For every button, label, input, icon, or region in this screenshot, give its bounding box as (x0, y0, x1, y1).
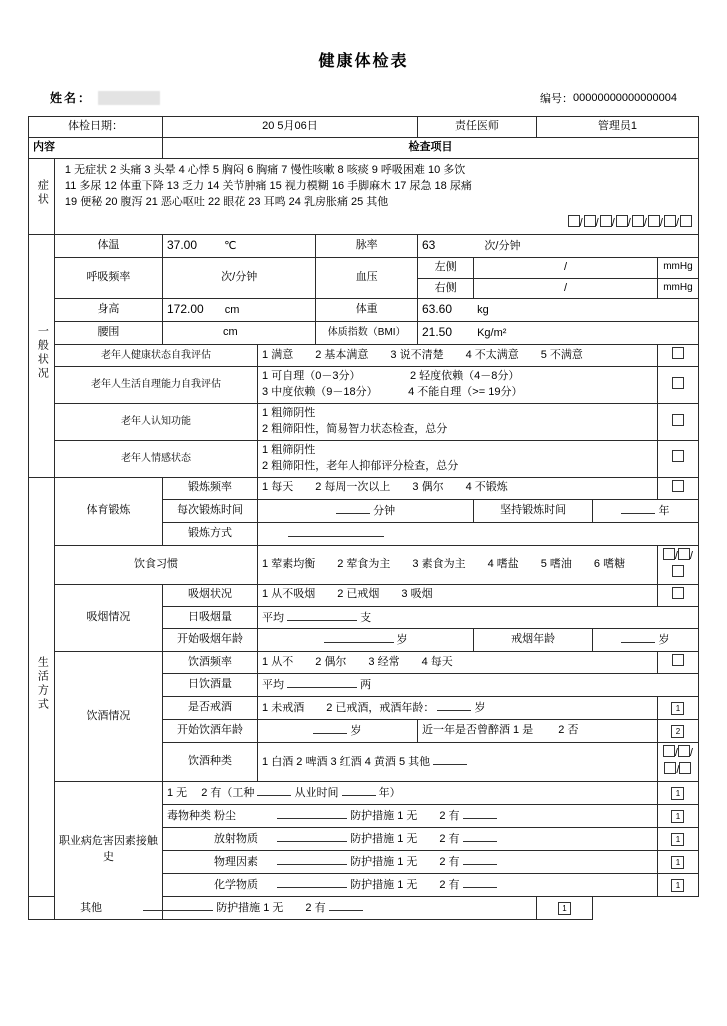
adl-options (258, 367, 658, 404)
occupational-chemical-cell (162, 873, 657, 896)
symptom-checkbox[interactable] (584, 215, 596, 227)
health-self-checkbox[interactable] (672, 347, 684, 359)
adl-line-1: 1 可自理（0－3分） 2 轻度依赖（4－8分） (262, 370, 520, 383)
symptom-checkbox[interactable] (648, 215, 660, 227)
exam-date-value: 20 5月06日 (162, 117, 417, 138)
health-self-row (29, 345, 699, 367)
health-self-checkbox-cell[interactable] (657, 345, 698, 367)
diet-options: 1 荤素均衡 2 荤食为主 3 素食为主 4 嗜盐 5 嗜油 6 嗜糖 (258, 545, 658, 584)
drinking-quit-value-box[interactable]: 1 (671, 702, 684, 715)
smoking-daily-cell[interactable] (258, 606, 699, 629)
content-header-row (29, 137, 699, 158)
occupational-other-name: 其他 (80, 901, 103, 914)
bp-right-label: 右侧 (417, 278, 473, 299)
weight-value: 63.60 (421, 302, 453, 317)
occupational-chemical-box-cell[interactable] (657, 873, 698, 896)
poison-type-label: 毒物种类 (166, 809, 211, 822)
drinking-daily-cell[interactable] (258, 674, 699, 697)
drinking-freq-row (29, 652, 699, 674)
drinking-daily-prefix: 平均 (262, 679, 285, 692)
occupational-dust-name: 粉尘 (214, 809, 237, 822)
occupational-dust-cell (162, 804, 657, 827)
bp-right-cell[interactable] (474, 278, 658, 299)
drinking-start-input[interactable] (313, 722, 347, 734)
exercise-duration-cell[interactable] (258, 499, 474, 522)
lifestyle-label (29, 477, 55, 896)
occupational-label: 职业病危害因素接触史 (54, 782, 162, 920)
waist-bmi-row (29, 322, 699, 345)
respiration-bp-left-row (29, 257, 699, 278)
occupational-radiation-box-cell[interactable] (657, 827, 698, 850)
occupational-physical-value-box[interactable]: 1 (671, 856, 684, 869)
height-label: 身高 (54, 299, 162, 322)
occupational-other-protect: 防护措施 1 无 2 有 (216, 901, 326, 914)
occupational-radiation-protect: 防护措施 1 无 2 有 (350, 832, 460, 845)
general-status-label-text: 一般状况 (36, 324, 49, 381)
exam-date-label: 体检日期： (29, 117, 163, 138)
occupational-chemical-input[interactable] (277, 876, 347, 888)
health-self-label: 老年人健康状态自我评估 (54, 345, 257, 367)
drinking-daily-label: 日饮酒量 (162, 674, 257, 697)
drinking-daily-unit: 两 (360, 679, 372, 692)
occupational-other-input[interactable] (143, 899, 213, 911)
name-value-redacted (98, 91, 160, 105)
bp-left-cell[interactable] (474, 257, 658, 278)
exercise-duration-label: 每次锻炼时间 (162, 499, 257, 522)
smoking-quit-unit: 岁 (658, 634, 670, 647)
exercise-freq-checkbox-cell[interactable] (657, 477, 698, 499)
code-value: 00000000000000004 (572, 91, 677, 104)
diet-checkbox[interactable] (672, 565, 684, 577)
exercise-freq-row (29, 477, 699, 499)
diet-checkbox[interactable] (678, 548, 690, 560)
bmi-cell[interactable] (417, 322, 698, 345)
cognition-options (258, 404, 658, 441)
bp-label: 血压 (316, 257, 418, 299)
smoking-daily-prefix: 平均 (262, 611, 285, 624)
exercise-duration-input[interactable] (336, 502, 370, 514)
cognition-line-1: 1 粗筛阴性 (262, 407, 316, 420)
occupational-head-text: 1 无 2 有（工种 (166, 787, 255, 799)
drinking-type-options (258, 743, 658, 782)
occupational-job-input[interactable] (257, 784, 291, 796)
drinking-start-label: 开始饮酒年龄 (162, 720, 257, 743)
waist-unit: cm (222, 326, 238, 339)
adl-line-2: 3 中度依赖（9－18分） 4 不能自理（>= 19分） (262, 386, 523, 399)
occupational-radiation-protect-input[interactable] (463, 830, 497, 842)
exercise-persist-input[interactable] (621, 502, 655, 514)
drinking-type-checkbox[interactable] (664, 762, 676, 774)
temperature-pulse-row (29, 234, 699, 257)
occupational-dust-box-cell[interactable] (657, 804, 698, 827)
doctor-value: 管理员1 (536, 117, 698, 138)
adl-checkbox[interactable] (672, 377, 684, 389)
weight-cell[interactable] (417, 299, 698, 322)
respiration-label: 呼吸频率 (54, 257, 162, 299)
occupational-chemical-name: 化学物质 (214, 878, 259, 891)
smoking-daily-input[interactable] (287, 609, 357, 621)
symptoms-row (29, 158, 699, 212)
weight-label: 体重 (316, 299, 418, 322)
smoking-start-label: 开始吸烟年龄 (162, 629, 257, 652)
occupational-physical-box-cell[interactable] (657, 850, 698, 873)
page-title: 健康体检表 (318, 53, 409, 70)
exercise-persist-label: 坚持锻炼时间 (474, 499, 593, 522)
occupational-chemical-protect-input[interactable] (463, 876, 497, 888)
smoking-quit-cell[interactable] (593, 629, 699, 652)
doctor-label: 责任医师 (417, 117, 536, 138)
drinking-freq-options: 1 从不 2 偶尔 3 经常 4 每天 (258, 652, 658, 674)
occupational-dust-protect: 防护措施 1 无 2 有 (350, 809, 460, 822)
occupational-head-mid: 从业时间 (294, 787, 339, 799)
occupational-head-unit: 年） (378, 787, 401, 799)
occupational-physical-name: 物理因素 (214, 855, 259, 868)
symptom-checkbox[interactable] (616, 215, 628, 227)
occupational-head-cell (162, 782, 657, 805)
occupational-physical-cell (162, 850, 657, 873)
lifestyle-label-text: 生活方式 (36, 655, 49, 712)
height-weight-row (29, 299, 699, 322)
code-label: 编号： (539, 92, 573, 105)
occupational-physical-input[interactable] (277, 853, 347, 865)
adl-label (54, 367, 257, 404)
emotion-row (29, 441, 699, 478)
drunk-cell (417, 720, 657, 743)
drinking-label: 饮酒情况 (54, 652, 162, 782)
pulse-label: 脉率 (316, 234, 418, 257)
drinking-freq-checkbox-cell[interactable] (657, 652, 698, 674)
symptom-checkbox[interactable] (600, 215, 612, 227)
emotion-options (258, 441, 658, 478)
symptoms-boxes-row (29, 213, 699, 234)
symptoms-checkbox-group[interactable]: / / / / / / / (54, 213, 698, 234)
occupational-years-input[interactable] (342, 784, 376, 796)
drinking-start-cell[interactable] (258, 720, 418, 743)
drinking-quit-unit: 岁 (474, 702, 486, 715)
emotion-line-2: 2 粗筛阳性，老年人抑郁评分检查，总分 (262, 459, 459, 472)
smoking-label: 吸烟情况 (54, 584, 162, 652)
exercise-type-input[interactable] (288, 525, 384, 537)
waist-label: 腰围 (54, 322, 162, 345)
height-cell[interactable] (162, 299, 315, 322)
occupational-row-other (29, 896, 699, 919)
exercise-label: 体育锻炼 (54, 477, 162, 545)
exercise-freq-label: 锻炼频率 (162, 477, 257, 499)
smoking-status-label: 吸烟状况 (162, 584, 257, 606)
drinking-type-checkbox-group[interactable]: / // (657, 743, 698, 782)
drinking-type-other-input[interactable] (433, 753, 467, 765)
exercise-persist-cell[interactable] (593, 499, 699, 522)
occupational-head-box-cell[interactable] (657, 782, 698, 805)
adl-checkbox-cell[interactable] (657, 367, 698, 404)
smoking-status-checkbox-cell[interactable] (657, 584, 698, 606)
smoking-start-cell[interactable] (258, 629, 474, 652)
drinking-daily-input[interactable] (287, 676, 357, 688)
temperature-label: 体温 (54, 234, 162, 257)
emotion-label: 老年人情感状态 (54, 441, 257, 478)
drinking-start-unit: 岁 (350, 725, 362, 738)
smoking-status-row (29, 584, 699, 606)
symptom-checkbox[interactable] (680, 215, 692, 227)
emotion-checkbox[interactable] (672, 450, 684, 462)
bp-left-unit: mmHg (657, 257, 698, 278)
waist-cell[interactable] (162, 322, 315, 345)
temperature-unit: ℃ (224, 239, 237, 252)
pulse-cell[interactable] (417, 234, 698, 257)
occupational-dust-input[interactable] (277, 807, 347, 819)
exercise-freq-options: 1 每天 2 每周一次以上 3 偶尔 4 不锻炼 (258, 477, 658, 499)
height-value: 172.00 (166, 302, 204, 317)
exercise-duration-unit: 分钟 (373, 504, 396, 517)
smoking-quit-input[interactable] (621, 631, 655, 643)
drunk-options: 1 是 2 否 (513, 724, 579, 737)
health-exam-table (28, 116, 699, 920)
adl-label-text: 老年人生活自理能力自我评估 (90, 378, 221, 390)
temperature-cell[interactable] (162, 234, 315, 257)
content-header-right: 检查项目 (162, 137, 698, 158)
cognition-line-2: 2 粗筛阳性，简易智力状态检查，总分 (262, 423, 448, 436)
diet-checkbox[interactable] (663, 548, 675, 560)
smoking-daily-unit: 支 (360, 611, 372, 624)
drinking-quit-box-cell[interactable] (657, 697, 698, 720)
cognition-checkbox-cell[interactable] (657, 404, 698, 441)
occupational-head-value-box[interactable]: 1 (671, 787, 684, 800)
exercise-type-label: 锻炼方式 (162, 522, 257, 545)
exercise-persist-unit: 年 (658, 504, 670, 517)
temperature-value: 37.00 (166, 237, 197, 252)
drunk-box-cell[interactable] (657, 720, 698, 743)
occupational-other-box-cell[interactable] (536, 896, 592, 919)
bp-right-slash: / (563, 281, 568, 294)
cognition-label: 老年人认知功能 (54, 404, 257, 441)
symptoms-options (54, 158, 698, 212)
drunk-value-box[interactable]: 2 (671, 725, 684, 738)
symptom-checkbox[interactable] (664, 215, 676, 227)
name-label: 姓名： (50, 91, 93, 105)
occupational-chemical-protect: 防护措施 1 无 2 有 (350, 878, 460, 891)
respiration-cell[interactable] (162, 257, 315, 299)
occupational-physical-protect-input[interactable] (463, 853, 497, 865)
general-status-label (29, 234, 55, 477)
occupational-other-cell (29, 896, 537, 919)
symptom-checkbox[interactable] (568, 215, 580, 227)
smoking-start-unit: 岁 (396, 634, 408, 647)
height-unit: cm (224, 304, 240, 317)
identity-line (28, 89, 699, 106)
cognition-row (29, 404, 699, 441)
smoking-status-options: 1 从不吸烟 2 已戒烟 3 吸烟 (258, 584, 658, 606)
bmi-value: 21.50 (421, 325, 453, 340)
diet-label: 饮食习惯 (54, 545, 257, 584)
occupational-chemical-value-box[interactable]: 1 (671, 879, 684, 892)
smoking-quit-label: 戒烟年龄 (474, 629, 593, 652)
weight-unit: kg (477, 304, 489, 317)
drinking-type-options-text: 1 白酒 2 啤酒 3 红酒 4 黄酒 5 其他 (262, 756, 431, 769)
drinking-quit-options-text: 1 未戒酒 2 已戒酒，戒酒年龄： (262, 702, 435, 715)
symptoms-label (29, 158, 55, 234)
drinking-freq-label: 饮酒频率 (162, 652, 257, 674)
occupational-dust-protect-input[interactable] (463, 807, 497, 819)
smoking-daily-label: 日吸烟量 (162, 606, 257, 629)
occupational-dust-value-box[interactable]: 1 (671, 810, 684, 823)
drunk-label: 近一年是否曾醉酒 (421, 724, 510, 737)
diet-row (29, 545, 699, 584)
smoking-status-checkbox[interactable] (672, 587, 684, 599)
bp-left-label: 左侧 (417, 257, 473, 278)
symptoms-line-3: 19 便秘 20 腹泻 21 恶心呕吐 22 眼花 23 耳鸣 24 乳房胀痛 25 其他 (64, 195, 389, 208)
exam-date-row (29, 117, 699, 138)
drinking-type-checkbox[interactable] (663, 745, 675, 757)
drinking-quit-options (258, 697, 658, 720)
drinking-type-label: 饮酒种类 (162, 743, 257, 782)
drinking-quit-age-input[interactable] (437, 699, 471, 711)
exercise-freq-checkbox[interactable] (672, 480, 684, 492)
bmi-label: 体质指数（BMI） (316, 322, 418, 345)
adl-row (29, 367, 699, 404)
cognition-checkbox[interactable] (672, 414, 684, 426)
respiration-unit: 次/分钟 (221, 271, 258, 284)
drinking-type-checkbox[interactable] (679, 762, 691, 774)
emotion-line-1: 1 粗筛阴性 (262, 444, 316, 456)
bmi-unit: Kg/m² (477, 327, 507, 340)
health-self-options: 1 满意 2 基本满意 3 说不清楚 4 不太满意 5 不满意 (258, 345, 658, 367)
occupational-physical-protect: 防护措施 1 无 2 有 (350, 855, 460, 868)
smoking-start-input[interactable] (324, 631, 394, 643)
emotion-checkbox-cell[interactable] (657, 441, 698, 478)
exercise-type-cell[interactable] (258, 522, 699, 545)
symptoms-line-2: 11 多尿 12 体重下降 13 乏力 14 关节肿痛 15 视力模糊 16 手脚麻木 17 尿急 18 尿痛 (64, 179, 472, 192)
bp-right-unit: mmHg (657, 278, 698, 299)
symptom-checkbox[interactable] (632, 215, 644, 227)
drinking-freq-checkbox[interactable] (672, 654, 684, 666)
occupational-radiation-value-box[interactable]: 1 (671, 833, 684, 846)
bp-left-slash: / (563, 260, 568, 273)
occupational-other-protect-input[interactable] (329, 899, 363, 911)
content-header-left: 内容 (29, 137, 163, 158)
occupational-other-value-box[interactable]: 1 (558, 902, 571, 915)
occupational-head-row (29, 782, 699, 805)
drinking-quit-label: 是否戒酒 (162, 697, 257, 720)
pulse-value: 63 (421, 237, 436, 252)
symptoms-line-1: 1 无症状 2 头痛 3 头晕 4 心悸 5 胸闷 6 胸痛 7 慢性咳嗽 8 咳痰 9 呼吸困难 10 多饮 (64, 163, 466, 176)
drinking-type-checkbox[interactable] (678, 745, 690, 757)
symptoms-label-text: 症状 (36, 179, 49, 208)
diet-checkbox-group[interactable]: / / (657, 545, 698, 584)
occupational-radiation-input[interactable] (277, 830, 347, 842)
occupational-radiation-cell (162, 827, 657, 850)
pulse-unit: 次/分钟 (484, 239, 521, 252)
occupational-radiation-name: 放射物质 (214, 832, 259, 845)
